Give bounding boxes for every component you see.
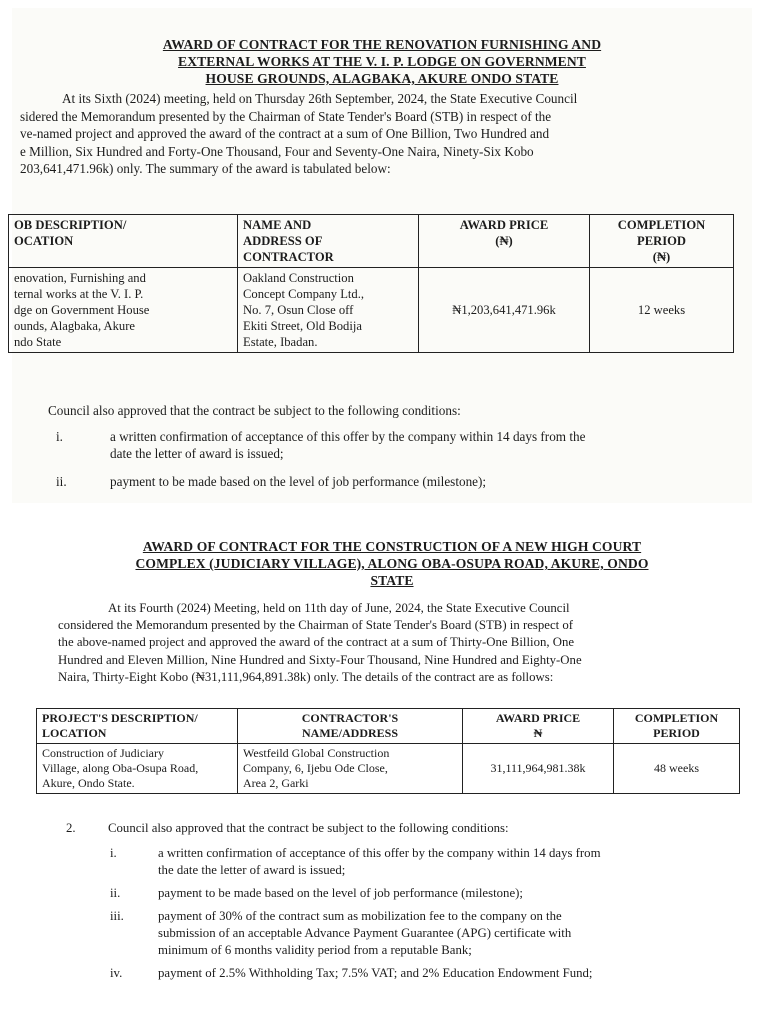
- doc1-conditions: [48, 402, 748, 490]
- condition-text: a written confirmation of acceptance of this offer by the company within 14 days from the date the letter of award is issued;: [158, 846, 601, 877]
- table-header-row: [37, 709, 740, 744]
- document-high-court-award: [12, 530, 752, 1024]
- cell-award-price: 31,111,964,981.38k: [463, 744, 614, 794]
- doc2-title-line: AWARD OF CONTRACT FOR THE CONSTRUCTION OF A NEW HIGH COURT: [142, 539, 642, 554]
- condition-number: iii.: [110, 909, 124, 923]
- condition-text: payment to be made based on the level of job performance (milestone);: [110, 473, 487, 489]
- condition-text: payment of 30% of the contract sum as mobilization fee to the company on the submission of an acceptable Advance Payment Guarantee (APG) certificate with minimum of 6 months validity period from a reputable Bank;: [158, 909, 572, 957]
- doc2-council-row: [58, 820, 748, 837]
- doc2-intro-line: Naira, Thirty-Eight Kobo (₦31,111,964,891.38k) only. The details of the contract are as follows:: [58, 669, 554, 684]
- doc1-intro-line: sidered the Memorandum presented by the Chairman of State Tender's Board (STB) in respect of the: [20, 108, 552, 124]
- doc1-title-line: EXTERNAL WORKS AT THE V. I. P. LODGE ON GOVERNMENT: [178, 54, 586, 69]
- doc1-council-text: Council also approved that the contract be subject to the following conditions:: [48, 403, 461, 418]
- condition-text: a written confirmation of acceptance of this offer by the company within 14 days from the date the letter of award is issued;: [110, 428, 586, 462]
- doc1-intro-line: At its Sixth (2024) meeting, held on Thursday 26th September, 2024, the State Executive Council: [62, 91, 578, 106]
- doc2-intro-line: Hundred and Eleven Million, Nine Hundred and Sixty-Four Thousand, Nine Hundred and Eighty-One: [58, 652, 582, 667]
- header-job-description: OB DESCRIPTION/ OCATION: [9, 215, 238, 268]
- doc2-council-text: Council also approved that the contract be subject to the following conditions:: [108, 821, 509, 835]
- cell-description: enovation, Furnishing and ternal works at the V. I. P. dge on Government House ounds, Alagbaka, Akure ndo State: [9, 268, 238, 353]
- cell-completion-period: 12 weeks: [590, 268, 734, 353]
- table-row: [9, 268, 734, 353]
- header-completion-period: COMPLETION PERIOD (₦): [590, 215, 734, 268]
- list-item: [58, 908, 748, 959]
- doc1-award-table: [8, 214, 734, 353]
- header-completion-period: COMPLETION PERIOD: [614, 709, 740, 744]
- list-item: [48, 428, 748, 463]
- doc1-intro-line: 203,641,471.96k) only. The summary of the award is tabulated below:: [20, 161, 391, 177]
- doc2-title-line: STATE: [370, 573, 414, 588]
- table-header-row: [9, 215, 734, 268]
- header-contractor: NAME AND ADDRESS OF CONTRACTOR: [238, 215, 419, 268]
- condition-number: i.: [110, 846, 117, 860]
- condition-number: ii.: [110, 886, 121, 900]
- doc1-intro-line: ve-named project and approved the award of the contract at a sum of One Billion, Two Hundred and: [20, 126, 550, 142]
- doc2-intro-line: considered the Memorandum presented by the Chairman of State Tender's Board (STB) in respect of: [58, 618, 574, 633]
- doc2-title-line: COMPLEX (JUDICIARY VILLAGE), ALONG OBA-OSUPA ROAD, AKURE, ONDO: [135, 556, 649, 571]
- doc1-title-line: HOUSE GROUNDS, ALAGBAKA, AKURE ONDO STATE: [205, 71, 559, 86]
- doc1-intro-line: e Million, Six Hundred and Forty-One Thousand, Four and Seventy-One Naira, Ninety-Six Kobo: [20, 143, 534, 159]
- list-item: [58, 845, 748, 879]
- doc1-title: [12, 36, 752, 87]
- header-award-price: AWARD PRICE ₦: [463, 709, 614, 744]
- document-vip-lodge-award: [12, 8, 752, 503]
- cell-contractor: Oakland Construction Concept Company Ltd., No. 7, Osun Close off Ekiti Street, Old Bodija Estate, Ibadan.: [238, 268, 419, 353]
- cell-contractor: Westfeild Global Construction Company, 6, Ijebu Ode Close, Area 2, Garki: [238, 744, 463, 794]
- header-award-price: AWARD PRICE (₦): [419, 215, 590, 268]
- condition-text: payment to be made based on the level of job performance (milestone);: [158, 886, 523, 900]
- doc1-intro-paragraph: [20, 90, 748, 178]
- header-contractor: CONTRACTOR'S NAME/ADDRESS: [238, 709, 463, 744]
- doc2-award-table: [36, 708, 740, 794]
- condition-text: payment of 2.5% Withholding Tax; 7.5% VAT; and 2% Education Endowment Fund;: [158, 966, 593, 980]
- table-row: [37, 744, 740, 794]
- condition-number: i.: [56, 428, 63, 444]
- list-item: [48, 473, 748, 491]
- list-item: [58, 965, 748, 982]
- list-item: [58, 885, 748, 902]
- cell-description: Construction of Judiciary Village, along Oba-Osupa Road, Akure, Ondo State.: [37, 744, 238, 794]
- doc2-intro-line: At its Fourth (2024) Meeting, held on 11th day of June, 2024, the State Executive Council: [108, 601, 570, 615]
- cell-award-price: ₦1,203,641,471.96k: [419, 268, 590, 353]
- doc2-conditions: [58, 820, 748, 982]
- header-project-description: PROJECT'S DESCRIPTION/ LOCATION: [37, 709, 238, 744]
- condition-number: iv.: [110, 966, 123, 980]
- doc2-intro-line: the above-named project and approved the award of the contract at a sum of Thirty-One Billion, One: [58, 635, 575, 650]
- doc2-intro-paragraph: [58, 600, 726, 686]
- doc1-title-line: AWARD OF CONTRACT FOR THE RENOVATION FURNISHING AND: [162, 37, 602, 52]
- council-number: 2.: [66, 821, 76, 835]
- condition-number: ii.: [56, 473, 67, 489]
- doc2-title: [42, 538, 742, 589]
- cell-completion-period: 48 weeks: [614, 744, 740, 794]
